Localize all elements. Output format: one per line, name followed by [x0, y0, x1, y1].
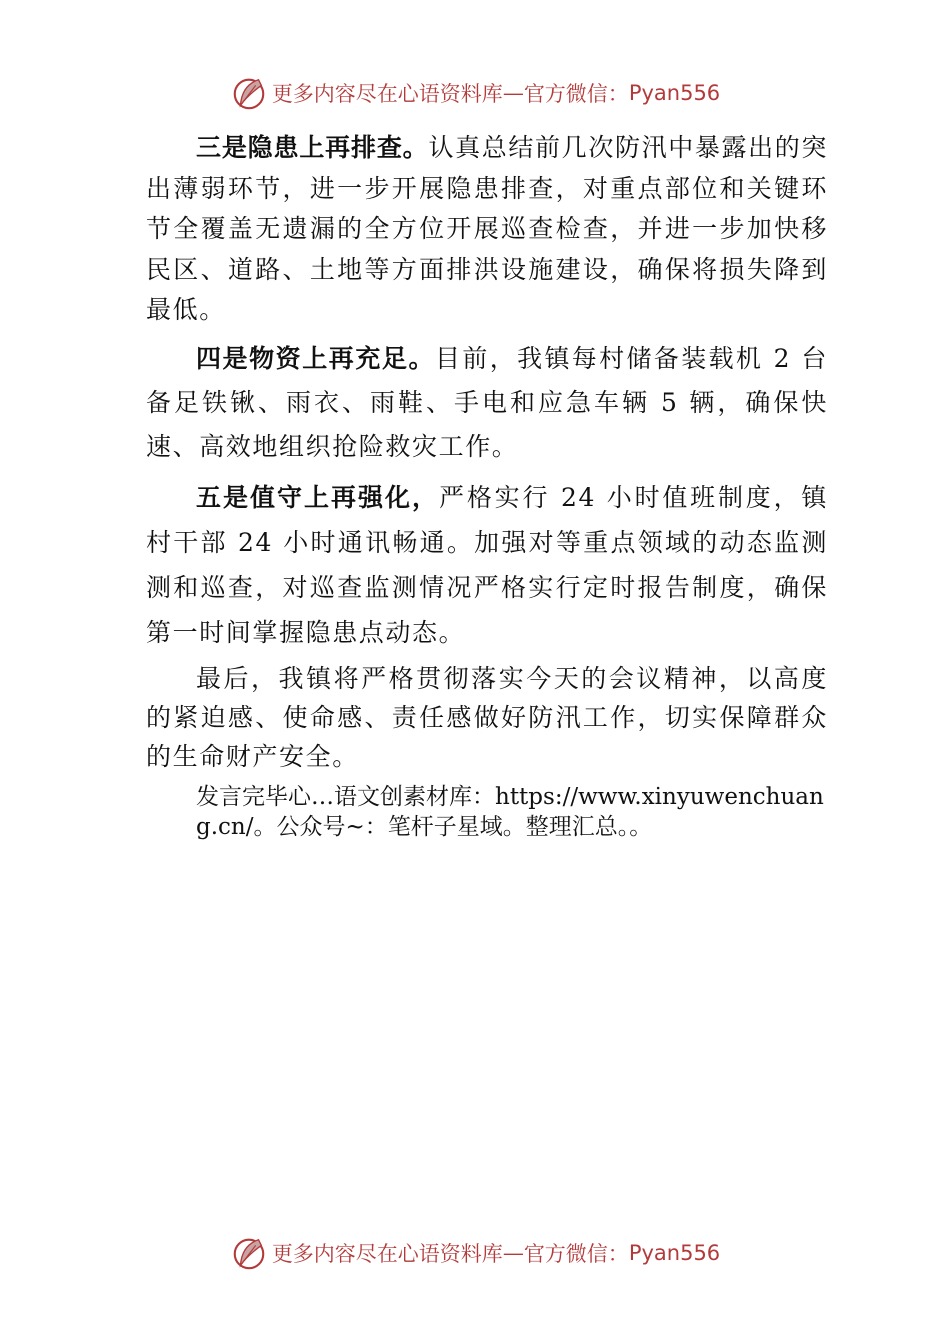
- banner-tail-cn: 官方微信：: [523, 82, 629, 106]
- document-body: [146, 128, 828, 842]
- paragraph-lead: 四是物资上再充足。: [196, 343, 436, 373]
- closing-note: 发言完毕心…语文创素材库：https://www.xinyuwenchuang.cn/。公众号~：笔杆子星域。整理汇总。。: [196, 783, 824, 840]
- banner-tail-id: Pyan556: [628, 1241, 721, 1265]
- banner-separator: —: [502, 1241, 524, 1265]
- footer-banner: [0, 1234, 950, 1272]
- paragraph-duty: [146, 475, 828, 655]
- paragraph-lead: 五是值守上再强化，: [196, 482, 440, 512]
- banner-separator: —: [502, 81, 524, 105]
- paragraph-text: 严格实行 24 小时值班制度，镇村干部 24 小时通讯畅通。加强对等重点领域的动态监测测和巡查，对巡查监测情况严格实行定时报告制度，确保第一时间掌握隐患点动态。: [146, 482, 829, 647]
- banner-tail-cn: 官方微信：: [523, 1242, 629, 1266]
- paragraph-lead: 三是隐患上再排查。: [196, 133, 429, 162]
- paragraph-text: 目前，我镇每村储备装载机 2 台备足铁锹、雨衣、雨鞋、手电和应急车辆 5 辆，确保快速、高效地组织抢险救灾工作。: [146, 343, 829, 461]
- paragraph-text: 认真总结前几次防汛中暴露出的突出薄弱环节，进一步开展隐患排查，对重点部位和关键环节全覆盖无遗漏的全方位开展巡查检查，并进一步加快移民区、道路、土地等方面排洪设施建设，确保将损失降到最低。: [146, 133, 828, 324]
- feather-leaf-icon: [230, 1234, 268, 1272]
- banner-tail-id: Pyan556: [628, 81, 721, 105]
- paragraph-hazard-check: [146, 128, 828, 331]
- paragraph-text: 最后，我镇将严格贯彻落实今天的会议精神，以高度的紧迫感、使命感、责任感做好防汛工作，切实保障群众的生命财产安全。: [146, 663, 828, 771]
- paragraph-conclusion: [146, 659, 828, 776]
- banner-lead: 更多内容尽在心语资料库: [271, 1242, 503, 1266]
- feather-leaf-icon: [230, 74, 268, 112]
- banner-lead: 更多内容尽在心语资料库: [271, 82, 503, 106]
- header-banner: [0, 74, 950, 112]
- paragraph-supplies: [146, 337, 828, 469]
